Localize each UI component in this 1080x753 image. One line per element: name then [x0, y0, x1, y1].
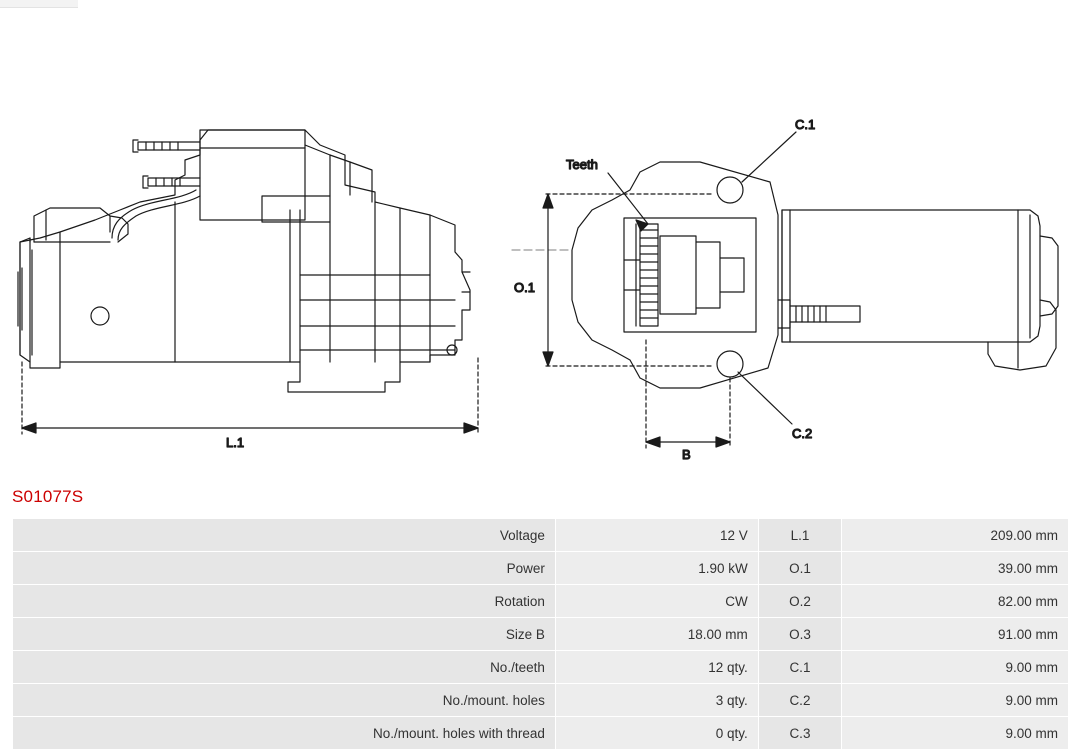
- dimension-label: C.2: [758, 684, 841, 717]
- table-row: [13, 651, 1069, 684]
- dimension-l1: [22, 358, 478, 434]
- leader-c2: [738, 372, 792, 424]
- label-o1: O.1: [514, 280, 535, 295]
- diagram-svg: [0, 10, 1080, 475]
- spec-label: No./mount. holes with thread: [13, 717, 556, 750]
- dimension-value: 9.00 mm: [842, 717, 1069, 750]
- dimension-label: C.3: [758, 717, 841, 750]
- dimension-value: 209.00 mm: [842, 519, 1069, 552]
- table-row: [13, 585, 1069, 618]
- spec-value: 12 qty.: [555, 651, 758, 684]
- leader-teeth: [608, 173, 648, 231]
- dimension-value: 39.00 mm: [842, 552, 1069, 585]
- spec-label: No./teeth: [13, 651, 556, 684]
- table-row: [13, 618, 1069, 651]
- dimension-value: 82.00 mm: [842, 585, 1069, 618]
- dimension-value: 91.00 mm: [842, 618, 1069, 651]
- table-row: [13, 552, 1069, 585]
- starter-front-view: [512, 162, 1058, 388]
- label-c1: C.1: [795, 117, 816, 132]
- label-l1: L.1: [226, 435, 245, 450]
- dimension-label: O.1: [758, 552, 841, 585]
- spec-value: 12 V: [555, 519, 758, 552]
- spec-label: Size B: [13, 618, 556, 651]
- spec-label: No./mount. holes: [13, 684, 556, 717]
- label-b: B: [682, 447, 691, 462]
- table-row: [13, 684, 1069, 717]
- starter-side-view: [18, 130, 470, 392]
- spec-label: Voltage: [13, 519, 556, 552]
- pinion-teeth: [640, 224, 658, 326]
- label-teeth: Teeth: [566, 157, 598, 172]
- dimension-value: 9.00 mm: [842, 651, 1069, 684]
- spec-label: Power: [13, 552, 556, 585]
- specification-table: [12, 518, 1069, 750]
- dimension-value: 9.00 mm: [842, 684, 1069, 717]
- spec-value: 0 qty.: [555, 717, 758, 750]
- dimension-l1-arrow: [22, 423, 478, 433]
- dimension-label: C.1: [758, 651, 841, 684]
- dimension-b-arrow: [646, 437, 730, 447]
- spec-value: CW: [555, 585, 758, 618]
- dimension-label: O.2: [758, 585, 841, 618]
- leader-c1: [742, 132, 796, 182]
- dimension-o1: [546, 194, 712, 366]
- part-code: S01077S: [12, 487, 84, 506]
- spec-table-body: [13, 519, 1069, 750]
- table-row: [13, 717, 1069, 750]
- spec-value: 18.00 mm: [555, 618, 758, 651]
- spec-value: 3 qty.: [555, 684, 758, 717]
- table-row: [13, 519, 1069, 552]
- dimension-label: O.3: [758, 618, 841, 651]
- label-c2: C.2: [792, 426, 813, 441]
- dimension-o1-arrow: [543, 194, 553, 366]
- starter-motor-diagram: [0, 10, 1080, 475]
- top-strip: [0, 0, 78, 8]
- dimension-label: L.1: [758, 519, 841, 552]
- spec-label: Rotation: [13, 585, 556, 618]
- dimension-b: [646, 340, 730, 448]
- spec-value: 1.90 kW: [555, 552, 758, 585]
